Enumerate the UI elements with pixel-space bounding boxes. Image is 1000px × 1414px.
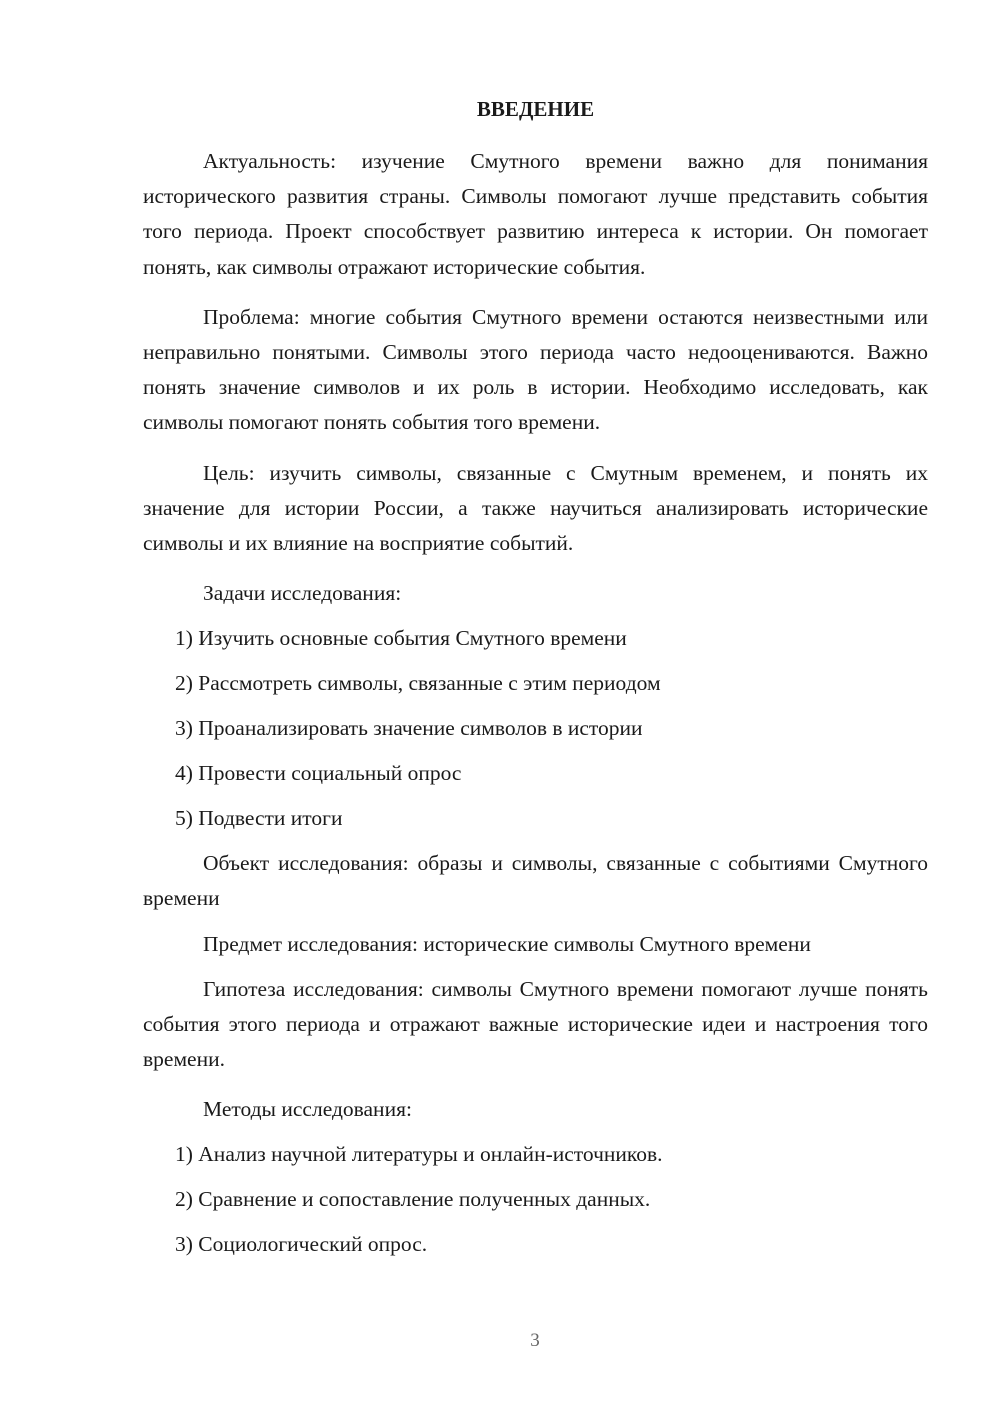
goal-paragraph: Цель: изучить символы, связанные с Смутным временем, и понять их значение для истории России, а также научиться анализировать исторические символы и их влияние на восприятие событий. [143,460,928,556]
task-item: 2) Рассмотреть символы, связанные с этим периодом [175,671,661,696]
task-item: 3) Проанализировать значение символов в истории [175,716,643,741]
problem-paragraph: Проблема: многие события Смутного времени остаются неизвестными или неправильно понятыми. Символы этого периода часто недооцениваются. Важно понять значение символов и их роль в истории. Необходимо исследовать, как символы помогают понять события того времени. [143,304,928,435]
object-paragraph: Объект исследования: образы и символы, связанные с событиями Смутного времени [143,851,928,911]
hypothesis-paragraph: Гипотеза исследования: символы Смутного времени помогают лучше понять события этого периода и отражают важные исторические идеи и настроения того времени. [143,976,928,1072]
page-number: 3 [530,1330,540,1351]
method-item: 3) Социологический опрос. [175,1232,428,1257]
task-item: 4) Провести социальный опрос [175,761,462,786]
document-page [143,92,928,1272]
task-item: 1) Изучить основные события Смутного времени [175,626,627,651]
methods-list [143,1137,928,1262]
relevance-paragraph: Актуальность: изучение Смутного времени важно для понимания исторического развития страны. Символы помогают лучше представить события того периода. Проект способствует развитию интереса к истории. Он помогает понять, как символы отражают исторические события. [143,149,928,279]
subject-paragraph: Предмет исследования: исторические символы Смутного времени [203,931,811,956]
task-item: 5) Подвести итоги [175,806,343,831]
tasks-label: Задачи исследования: [203,581,402,606]
method-item: 1) Анализ научной литературы и онлайн-источников. [175,1142,663,1167]
methods-label: Методы исследования: [203,1097,412,1122]
page-heading: ВВЕДЕНИЕ [476,97,595,121]
tasks-list [143,621,928,836]
method-item: 2) Сравнение и сопоставление полученных данных. [175,1187,651,1212]
